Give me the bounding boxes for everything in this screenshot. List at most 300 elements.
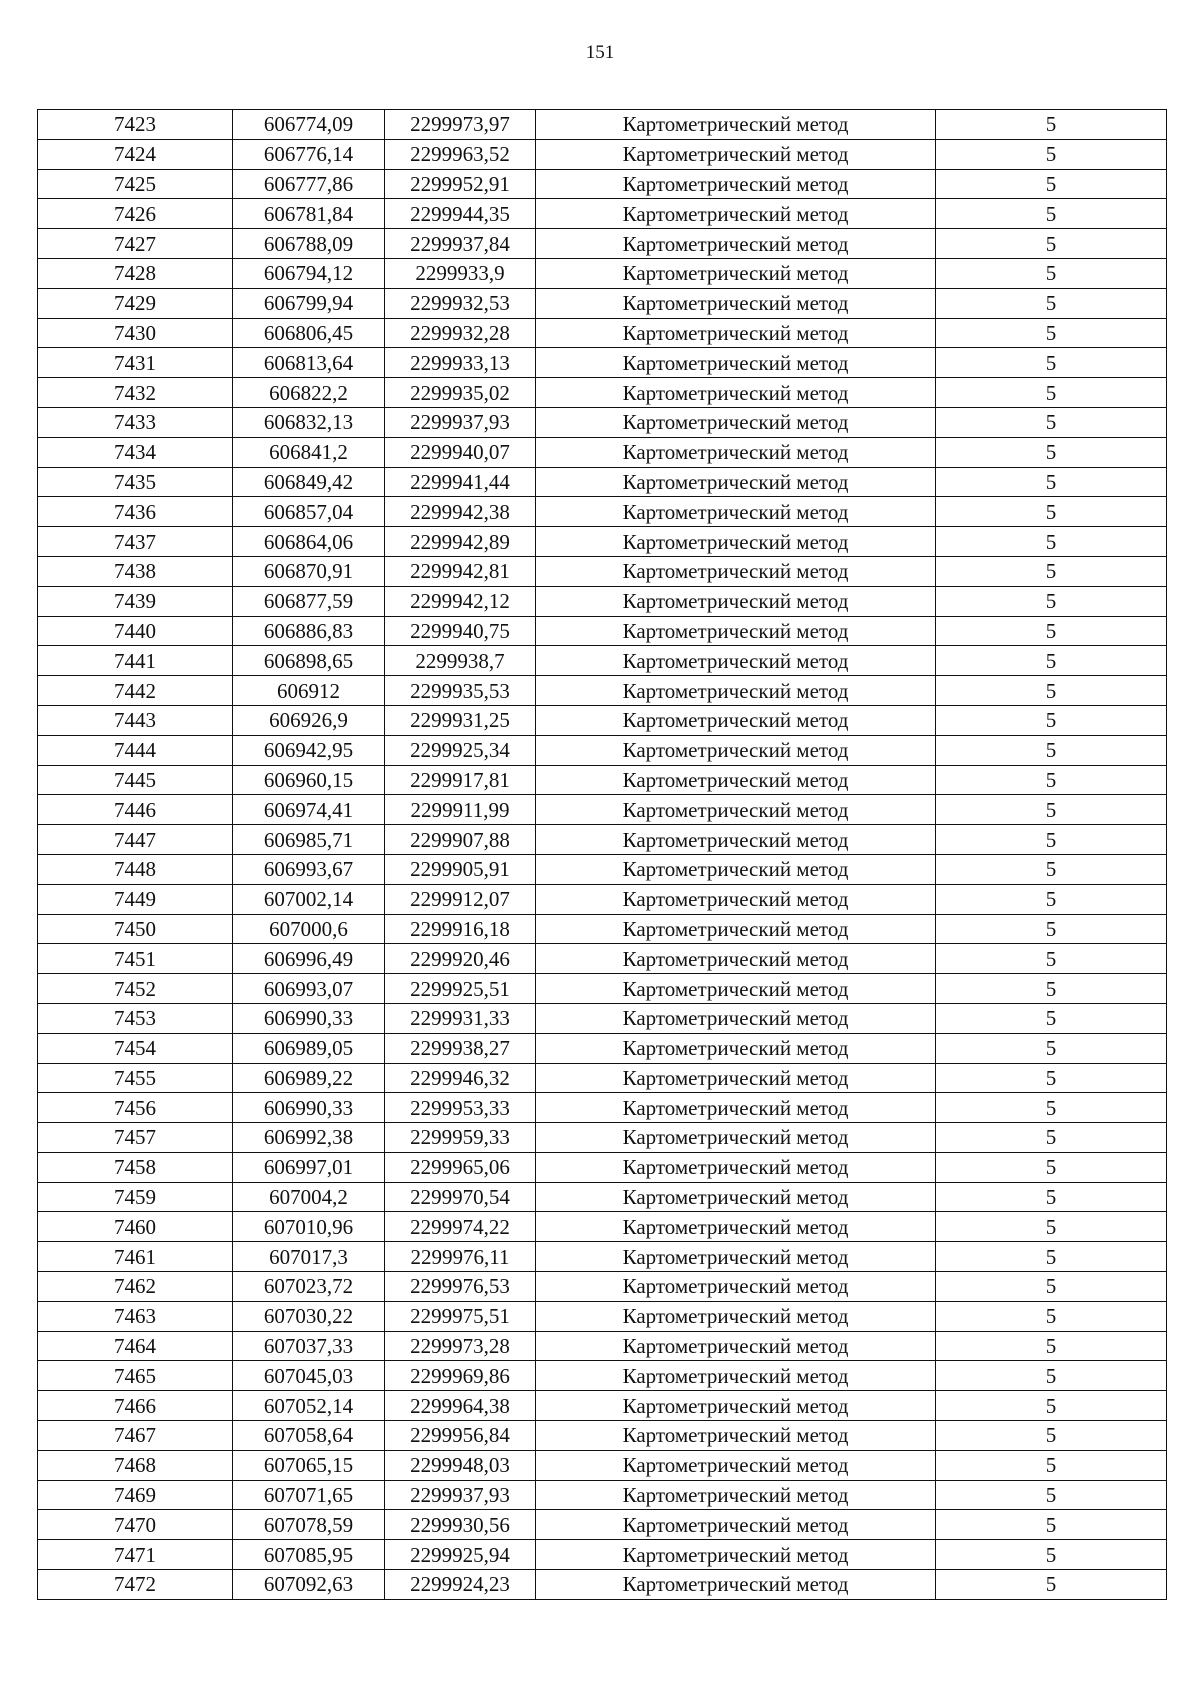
y-coordinate-cell: 2299973,97: [385, 110, 536, 140]
x-coordinate-cell: 606990,33: [233, 1093, 385, 1123]
page-number: 151: [585, 42, 615, 63]
table-row: [38, 1242, 1167, 1272]
accuracy-cell: 5: [936, 199, 1167, 229]
table-row: [38, 348, 1167, 378]
x-coordinate-cell: 606832,13: [233, 407, 385, 437]
accuracy-cell: 5: [936, 497, 1167, 527]
x-coordinate-cell: 606990,33: [233, 1003, 385, 1033]
accuracy-cell: 5: [936, 616, 1167, 646]
table-row: [38, 914, 1167, 944]
table-row: [38, 199, 1167, 229]
table-row: [38, 1510, 1167, 1540]
x-coordinate-cell: 607010,96: [233, 1212, 385, 1242]
x-coordinate-cell: 606886,83: [233, 616, 385, 646]
accuracy-cell: 5: [936, 556, 1167, 586]
table-row: [38, 676, 1167, 706]
accuracy-cell: 5: [936, 914, 1167, 944]
method-cell: Картометрический метод: [536, 1003, 936, 1033]
method-cell: Картометрический метод: [536, 1361, 936, 1391]
point-number-cell: 7471: [38, 1540, 233, 1570]
accuracy-cell: 5: [936, 1301, 1167, 1331]
point-number-cell: 7439: [38, 586, 233, 616]
method-cell: Картометрический метод: [536, 616, 936, 646]
table-row: [38, 765, 1167, 795]
point-number-cell: 7452: [38, 974, 233, 1004]
table-row: [38, 586, 1167, 616]
point-number-cell: 7436: [38, 497, 233, 527]
accuracy-cell: 5: [936, 735, 1167, 765]
point-number-cell: 7472: [38, 1570, 233, 1600]
point-number-cell: 7467: [38, 1421, 233, 1451]
method-cell: Картометрический метод: [536, 1093, 936, 1123]
point-number-cell: 7468: [38, 1450, 233, 1480]
x-coordinate-cell: 606985,71: [233, 825, 385, 855]
x-coordinate-cell: 606776,14: [233, 139, 385, 169]
x-coordinate-cell: 606898,65: [233, 646, 385, 676]
accuracy-cell: 5: [936, 1421, 1167, 1451]
table-row: [38, 1152, 1167, 1182]
method-cell: Картометрический метод: [536, 1450, 936, 1480]
table-row: [38, 854, 1167, 884]
method-cell: Картометрический метод: [536, 974, 936, 1004]
y-coordinate-cell: 2299938,27: [385, 1033, 536, 1063]
x-coordinate-cell: 607017,3: [233, 1242, 385, 1272]
method-cell: Картометрический метод: [536, 1242, 936, 1272]
method-cell: Картометрический метод: [536, 556, 936, 586]
accuracy-cell: 5: [936, 288, 1167, 318]
y-coordinate-cell: 2299924,23: [385, 1570, 536, 1600]
y-coordinate-cell: 2299969,86: [385, 1361, 536, 1391]
accuracy-cell: 5: [936, 1152, 1167, 1182]
x-coordinate-cell: 606849,42: [233, 467, 385, 497]
y-coordinate-cell: 2299975,51: [385, 1301, 536, 1331]
point-number-cell: 7457: [38, 1123, 233, 1153]
point-number-cell: 7460: [38, 1212, 233, 1242]
x-coordinate-cell: 606781,84: [233, 199, 385, 229]
y-coordinate-cell: 2299933,9: [385, 258, 536, 288]
point-number-cell: 7450: [38, 914, 233, 944]
accuracy-cell: 5: [936, 527, 1167, 557]
x-coordinate-cell: 607078,59: [233, 1510, 385, 1540]
accuracy-cell: 5: [936, 1331, 1167, 1361]
accuracy-cell: 5: [936, 676, 1167, 706]
x-coordinate-cell: 606974,41: [233, 795, 385, 825]
y-coordinate-cell: 2299931,25: [385, 705, 536, 735]
point-number-cell: 7456: [38, 1093, 233, 1123]
y-coordinate-cell: 2299931,33: [385, 1003, 536, 1033]
accuracy-cell: 5: [936, 437, 1167, 467]
accuracy-cell: 5: [936, 1480, 1167, 1510]
y-coordinate-cell: 2299925,51: [385, 974, 536, 1004]
point-number-cell: 7462: [38, 1272, 233, 1302]
point-number-cell: 7466: [38, 1391, 233, 1421]
accuracy-cell: 5: [936, 1003, 1167, 1033]
table-row: [38, 1063, 1167, 1093]
method-cell: Картометрический метод: [536, 884, 936, 914]
y-coordinate-cell: 2299953,33: [385, 1093, 536, 1123]
x-coordinate-cell: 607002,14: [233, 884, 385, 914]
method-cell: Картометрический метод: [536, 1510, 936, 1540]
y-coordinate-cell: 2299937,93: [385, 1480, 536, 1510]
point-number-cell: 7458: [38, 1152, 233, 1182]
method-cell: Картометрический метод: [536, 378, 936, 408]
method-cell: Картометрический метод: [536, 735, 936, 765]
point-number-cell: 7426: [38, 199, 233, 229]
table-row: [38, 1182, 1167, 1212]
table-row: [38, 1421, 1167, 1451]
method-cell: Картометрический метод: [536, 825, 936, 855]
y-coordinate-cell: 2299964,38: [385, 1391, 536, 1421]
method-cell: Картометрический метод: [536, 914, 936, 944]
point-number-cell: 7433: [38, 407, 233, 437]
accuracy-cell: 5: [936, 407, 1167, 437]
accuracy-cell: 5: [936, 1540, 1167, 1570]
x-coordinate-cell: 606777,86: [233, 169, 385, 199]
point-number-cell: 7431: [38, 348, 233, 378]
method-cell: Картометрический метод: [536, 1272, 936, 1302]
method-cell: Картометрический метод: [536, 437, 936, 467]
method-cell: Картометрический метод: [536, 854, 936, 884]
table-row: [38, 646, 1167, 676]
y-coordinate-cell: 2299965,06: [385, 1152, 536, 1182]
y-coordinate-cell: 2299940,07: [385, 437, 536, 467]
x-coordinate-cell: 606788,09: [233, 229, 385, 259]
method-cell: Картометрический метод: [536, 765, 936, 795]
y-coordinate-cell: 2299932,53: [385, 288, 536, 318]
x-coordinate-cell: 606996,49: [233, 944, 385, 974]
accuracy-cell: 5: [936, 318, 1167, 348]
accuracy-cell: 5: [936, 705, 1167, 735]
method-cell: Картометрический метод: [536, 527, 936, 557]
y-coordinate-cell: 2299932,28: [385, 318, 536, 348]
point-number-cell: 7442: [38, 676, 233, 706]
y-coordinate-cell: 2299963,52: [385, 139, 536, 169]
point-number-cell: 7465: [38, 1361, 233, 1391]
point-number-cell: 7444: [38, 735, 233, 765]
method-cell: Картометрический метод: [536, 1421, 936, 1451]
point-number-cell: 7453: [38, 1003, 233, 1033]
accuracy-cell: 5: [936, 854, 1167, 884]
y-coordinate-cell: 2299944,35: [385, 199, 536, 229]
method-cell: Картометрический метод: [536, 676, 936, 706]
table-row: [38, 1003, 1167, 1033]
point-number-cell: 7432: [38, 378, 233, 408]
accuracy-cell: 5: [936, 110, 1167, 140]
y-coordinate-cell: 2299925,34: [385, 735, 536, 765]
method-cell: Картометрический метод: [536, 795, 936, 825]
x-coordinate-cell: 606813,64: [233, 348, 385, 378]
x-coordinate-cell: 606993,07: [233, 974, 385, 1004]
y-coordinate-cell: 2299933,13: [385, 348, 536, 378]
point-number-cell: 7469: [38, 1480, 233, 1510]
method-cell: Картометрический метод: [536, 1033, 936, 1063]
table-row: [38, 318, 1167, 348]
table-row: [38, 1480, 1167, 1510]
table-row: [38, 1331, 1167, 1361]
method-cell: Картометрический метод: [536, 1391, 936, 1421]
method-cell: Картометрический метод: [536, 1331, 936, 1361]
table-row: [38, 407, 1167, 437]
y-coordinate-cell: 2299907,88: [385, 825, 536, 855]
x-coordinate-cell: 606960,15: [233, 765, 385, 795]
table-row: [38, 1301, 1167, 1331]
point-number-cell: 7443: [38, 705, 233, 735]
y-coordinate-cell: 2299941,44: [385, 467, 536, 497]
table-row: [38, 437, 1167, 467]
y-coordinate-cell: 2299935,02: [385, 378, 536, 408]
table-row: [38, 884, 1167, 914]
x-coordinate-cell: 606857,04: [233, 497, 385, 527]
table-row: [38, 705, 1167, 735]
method-cell: Картометрический метод: [536, 586, 936, 616]
y-coordinate-cell: 2299925,94: [385, 1540, 536, 1570]
point-number-cell: 7448: [38, 854, 233, 884]
method-cell: Картометрический метод: [536, 348, 936, 378]
accuracy-cell: 5: [936, 1361, 1167, 1391]
x-coordinate-cell: 607037,33: [233, 1331, 385, 1361]
table-row: [38, 497, 1167, 527]
accuracy-cell: 5: [936, 1033, 1167, 1063]
x-coordinate-cell: 606989,22: [233, 1063, 385, 1093]
x-coordinate-cell: 607052,14: [233, 1391, 385, 1421]
accuracy-cell: 5: [936, 1391, 1167, 1421]
table-row: [38, 795, 1167, 825]
point-number-cell: 7441: [38, 646, 233, 676]
point-number-cell: 7464: [38, 1331, 233, 1361]
x-coordinate-cell: 606822,2: [233, 378, 385, 408]
method-cell: Картометрический метод: [536, 110, 936, 140]
point-number-cell: 7461: [38, 1242, 233, 1272]
point-number-cell: 7449: [38, 884, 233, 914]
x-coordinate-cell: 606926,9: [233, 705, 385, 735]
table-row: [38, 944, 1167, 974]
y-coordinate-cell: 2299937,84: [385, 229, 536, 259]
table-row: [38, 378, 1167, 408]
point-number-cell: 7437: [38, 527, 233, 557]
method-cell: Картометрический метод: [536, 1480, 936, 1510]
x-coordinate-cell: 607071,65: [233, 1480, 385, 1510]
y-coordinate-cell: 2299920,46: [385, 944, 536, 974]
point-number-cell: 7454: [38, 1033, 233, 1063]
x-coordinate-cell: 606912: [233, 676, 385, 706]
y-coordinate-cell: 2299912,07: [385, 884, 536, 914]
accuracy-cell: 5: [936, 229, 1167, 259]
y-coordinate-cell: 2299952,91: [385, 169, 536, 199]
point-number-cell: 7434: [38, 437, 233, 467]
x-coordinate-cell: 606806,45: [233, 318, 385, 348]
x-coordinate-cell: 607030,22: [233, 1301, 385, 1331]
table-row: [38, 1033, 1167, 1063]
y-coordinate-cell: 2299976,53: [385, 1272, 536, 1302]
point-number-cell: 7427: [38, 229, 233, 259]
method-cell: Картометрический метод: [536, 258, 936, 288]
method-cell: Картометрический метод: [536, 407, 936, 437]
accuracy-cell: 5: [936, 1510, 1167, 1540]
accuracy-cell: 5: [936, 884, 1167, 914]
y-coordinate-cell: 2299905,91: [385, 854, 536, 884]
table-row: [38, 1212, 1167, 1242]
table-row: [38, 258, 1167, 288]
y-coordinate-cell: 2299959,33: [385, 1123, 536, 1153]
y-coordinate-cell: 2299916,18: [385, 914, 536, 944]
table-row: [38, 616, 1167, 646]
accuracy-cell: 5: [936, 1242, 1167, 1272]
method-cell: Картометрический метод: [536, 1301, 936, 1331]
method-cell: Картометрический метод: [536, 1540, 936, 1570]
x-coordinate-cell: 606794,12: [233, 258, 385, 288]
method-cell: Картометрический метод: [536, 139, 936, 169]
accuracy-cell: 5: [936, 586, 1167, 616]
method-cell: Картометрический метод: [536, 944, 936, 974]
method-cell: Картометрический метод: [536, 1152, 936, 1182]
table-row: [38, 735, 1167, 765]
table-row: [38, 169, 1167, 199]
table-row: [38, 139, 1167, 169]
point-number-cell: 7438: [38, 556, 233, 586]
x-coordinate-cell: 606877,59: [233, 586, 385, 616]
x-coordinate-cell: 607023,72: [233, 1272, 385, 1302]
y-coordinate-cell: 2299948,03: [385, 1450, 536, 1480]
table-row: [38, 974, 1167, 1004]
accuracy-cell: 5: [936, 1123, 1167, 1153]
table-row: [38, 527, 1167, 557]
method-cell: Картометрический метод: [536, 1212, 936, 1242]
accuracy-cell: 5: [936, 1450, 1167, 1480]
method-cell: Картометрический метод: [536, 646, 936, 676]
accuracy-cell: 5: [936, 1182, 1167, 1212]
accuracy-cell: 5: [936, 1063, 1167, 1093]
table-row: [38, 1540, 1167, 1570]
y-coordinate-cell: 2299917,81: [385, 765, 536, 795]
x-coordinate-cell: 607045,03: [233, 1361, 385, 1391]
y-coordinate-cell: 2299938,7: [385, 646, 536, 676]
x-coordinate-cell: 606841,2: [233, 437, 385, 467]
method-cell: Картометрический метод: [536, 1570, 936, 1600]
accuracy-cell: 5: [936, 467, 1167, 497]
accuracy-cell: 5: [936, 378, 1167, 408]
x-coordinate-cell: 606799,94: [233, 288, 385, 318]
table-row: [38, 1361, 1167, 1391]
accuracy-cell: 5: [936, 169, 1167, 199]
point-number-cell: 7463: [38, 1301, 233, 1331]
accuracy-cell: 5: [936, 1570, 1167, 1600]
method-cell: Картометрический метод: [536, 1182, 936, 1212]
y-coordinate-cell: 2299942,81: [385, 556, 536, 586]
coordinates-table: [37, 109, 1167, 1600]
x-coordinate-cell: 606992,38: [233, 1123, 385, 1153]
method-cell: Картометрический метод: [536, 229, 936, 259]
table-row: [38, 110, 1167, 140]
point-number-cell: 7470: [38, 1510, 233, 1540]
table-row: [38, 1450, 1167, 1480]
y-coordinate-cell: 2299942,89: [385, 527, 536, 557]
accuracy-cell: 5: [936, 825, 1167, 855]
table-row: [38, 1570, 1167, 1600]
x-coordinate-cell: 607085,95: [233, 1540, 385, 1570]
table-row: [38, 288, 1167, 318]
x-coordinate-cell: 607058,64: [233, 1421, 385, 1451]
x-coordinate-cell: 606942,95: [233, 735, 385, 765]
accuracy-cell: 5: [936, 1212, 1167, 1242]
point-number-cell: 7429: [38, 288, 233, 318]
accuracy-cell: 5: [936, 795, 1167, 825]
y-coordinate-cell: 2299935,53: [385, 676, 536, 706]
x-coordinate-cell: 607004,2: [233, 1182, 385, 1212]
y-coordinate-cell: 2299976,11: [385, 1242, 536, 1272]
point-number-cell: 7455: [38, 1063, 233, 1093]
point-number-cell: 7451: [38, 944, 233, 974]
point-number-cell: 7424: [38, 139, 233, 169]
accuracy-cell: 5: [936, 974, 1167, 1004]
table-row: [38, 229, 1167, 259]
table-row: [38, 1272, 1167, 1302]
method-cell: Картометрический метод: [536, 169, 936, 199]
point-number-cell: 7423: [38, 110, 233, 140]
x-coordinate-cell: 606870,91: [233, 556, 385, 586]
accuracy-cell: 5: [936, 646, 1167, 676]
accuracy-cell: 5: [936, 944, 1167, 974]
table-row: [38, 1123, 1167, 1153]
x-coordinate-cell: 607000,6: [233, 914, 385, 944]
table-row: [38, 825, 1167, 855]
point-number-cell: 7435: [38, 467, 233, 497]
accuracy-cell: 5: [936, 348, 1167, 378]
method-cell: Картометрический метод: [536, 199, 936, 229]
method-cell: Картометрический метод: [536, 467, 936, 497]
point-number-cell: 7459: [38, 1182, 233, 1212]
point-number-cell: 7428: [38, 258, 233, 288]
y-coordinate-cell: 2299940,75: [385, 616, 536, 646]
accuracy-cell: 5: [936, 765, 1167, 795]
method-cell: Картометрический метод: [536, 497, 936, 527]
y-coordinate-cell: 2299930,56: [385, 1510, 536, 1540]
table-row: [38, 467, 1167, 497]
accuracy-cell: 5: [936, 1093, 1167, 1123]
point-number-cell: 7440: [38, 616, 233, 646]
y-coordinate-cell: 2299970,54: [385, 1182, 536, 1212]
x-coordinate-cell: 606989,05: [233, 1033, 385, 1063]
table-row: [38, 556, 1167, 586]
table-row: [38, 1391, 1167, 1421]
x-coordinate-cell: 606774,09: [233, 110, 385, 140]
y-coordinate-cell: 2299911,99: [385, 795, 536, 825]
y-coordinate-cell: 2299937,93: [385, 407, 536, 437]
x-coordinate-cell: 607092,63: [233, 1570, 385, 1600]
point-number-cell: 7425: [38, 169, 233, 199]
accuracy-cell: 5: [936, 258, 1167, 288]
x-coordinate-cell: 606864,06: [233, 527, 385, 557]
x-coordinate-cell: 607065,15: [233, 1450, 385, 1480]
y-coordinate-cell: 2299973,28: [385, 1331, 536, 1361]
accuracy-cell: 5: [936, 1272, 1167, 1302]
method-cell: Картометрический метод: [536, 705, 936, 735]
x-coordinate-cell: 606993,67: [233, 854, 385, 884]
x-coordinate-cell: 606997,01: [233, 1152, 385, 1182]
accuracy-cell: 5: [936, 139, 1167, 169]
y-coordinate-cell: 2299956,84: [385, 1421, 536, 1451]
y-coordinate-cell: 2299974,22: [385, 1212, 536, 1242]
table-row: [38, 1093, 1167, 1123]
point-number-cell: 7445: [38, 765, 233, 795]
method-cell: Картометрический метод: [536, 288, 936, 318]
y-coordinate-cell: 2299946,32: [385, 1063, 536, 1093]
method-cell: Картометрический метод: [536, 318, 936, 348]
y-coordinate-cell: 2299942,12: [385, 586, 536, 616]
method-cell: Картометрический метод: [536, 1123, 936, 1153]
coordinates-table-body: [38, 110, 1167, 1600]
point-number-cell: 7430: [38, 318, 233, 348]
point-number-cell: 7447: [38, 825, 233, 855]
